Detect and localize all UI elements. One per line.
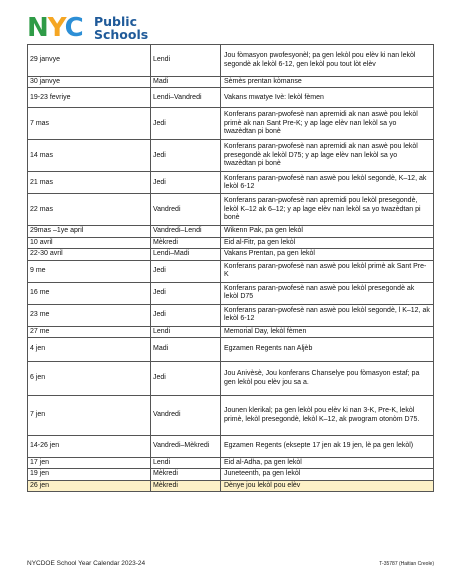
description-cell: Juneteenth, pa gen lekòl [221, 469, 434, 480]
table-row [28, 326, 434, 337]
description-cell: Konferans paran-pwofesè nan aswè pou lekòl segondè, K–12, ak lekòl 6-12 [221, 172, 434, 194]
day-cell: Lendi–Madi [151, 249, 221, 260]
day-cell: Jedi [151, 362, 221, 396]
day-cell: Mèkredi [151, 480, 221, 491]
date-cell: 22 mas [28, 194, 151, 226]
table-row [28, 362, 434, 396]
day-cell: Lendi [151, 45, 221, 77]
date-cell: 26 jen [28, 480, 151, 491]
table-row [28, 77, 434, 88]
table-row [28, 108, 434, 140]
date-cell: 9 me [28, 260, 151, 282]
footer-title: NYCDOE School Year Calendar 2023-24 [27, 560, 146, 567]
day-cell: Jedi [151, 282, 221, 304]
date-cell: 4 jen [28, 338, 151, 362]
description-cell: Sèmès prentan kòmanse [221, 77, 434, 88]
day-cell: Jedi [151, 304, 221, 326]
table-row [28, 469, 434, 480]
description-cell: Eid al-Adha, pa gen lekòl [221, 458, 434, 469]
table-row [28, 45, 434, 77]
date-cell: 16 me [28, 282, 151, 304]
description-cell: Konferans paran-pwofesè nan apremidi ak nan aswè pou lekòl primè ak nan Sant Pre-K; y ap lage elèv nan lekòl sa yo twazèdtan pi bonè [221, 108, 434, 140]
calendar-table [27, 44, 434, 492]
date-cell: 17 jen [28, 458, 151, 469]
table-row [28, 458, 434, 469]
day-cell: Jedi [151, 260, 221, 282]
table-row [28, 282, 434, 304]
date-cell: 27 me [28, 326, 151, 337]
date-cell: 23 me [28, 304, 151, 326]
description-cell: Jounen klerikal; pa gen lekòl pou elèv ki nan 3-K, Pre-K, lekòl primè, lekòl presegondè, lekòl K–12, ak pwogram otonòm D75. [221, 396, 434, 436]
description-cell: Konferans paran-pwofesè nan aswè pou lekòl segondè, l K–12, ak lekòl 6-12 [221, 304, 434, 326]
date-cell: 22-30 avril [28, 249, 151, 260]
table-row [28, 436, 434, 458]
date-cell: 21 mas [28, 172, 151, 194]
table-row [28, 237, 434, 248]
date-cell: 7 jen [28, 396, 151, 436]
table-row [28, 194, 434, 226]
day-cell: Jedi [151, 172, 221, 194]
day-cell: Lendi–Vandredi [151, 88, 221, 108]
table-row [28, 249, 434, 260]
day-cell: Vandredi [151, 396, 221, 436]
description-cell: Egzamen Regents nan Aljèb [221, 338, 434, 362]
date-cell: 30 janvye [28, 77, 151, 88]
table-row [28, 226, 434, 237]
description-cell: Vakans mwatye Ivè: lekòl fèmen [221, 88, 434, 108]
description-cell: Jou Anivèsè, Jou konferans Chanselye pou fòmasyon estaf; pa gen lekòl pou elèv jou sa a. [221, 362, 434, 396]
description-cell: Wikenn Pak, pa gen lekòl [221, 226, 434, 237]
description-cell: Dènye jou lekòl pou elèv [221, 480, 434, 491]
day-cell: Lendi [151, 458, 221, 469]
description-cell: Jou fòmasyon pwofesyonèl; pa gen lekòl pou elèv ki nan lekòl segondè ak lekòl 6-12, gen lekòl pou tout lòt elèv [221, 45, 434, 77]
description-cell: Eid al-Fitr, pa gen lekòl [221, 237, 434, 248]
table-row [28, 172, 434, 194]
table-row [28, 338, 434, 362]
date-cell: 10 avril [28, 237, 151, 248]
day-cell: Vandredi–Lendi [151, 226, 221, 237]
date-cell: 29 janvye [28, 45, 151, 77]
date-cell: 7 mas [28, 108, 151, 140]
date-cell: 6 jen [28, 362, 151, 396]
nyc-public-schools-logo [27, 14, 177, 42]
description-cell: Memorial Day, lekòl fèmen [221, 326, 434, 337]
date-cell: 19 jen [28, 469, 151, 480]
description-cell: Vakans Prentan, pa gen lekòl [221, 249, 434, 260]
table-row [28, 88, 434, 108]
date-cell: 14-26 jen [28, 436, 151, 458]
description-cell: Konferans paran-pwofesè nan apremidi pou lekòl presegondè, lekòl K–12 ak 6–12; y ap lage elèv nan lekòl sa yo twazèdtan pi bonè [221, 194, 434, 226]
table-row [28, 396, 434, 436]
logo-wordmark: Public Schools [94, 14, 149, 42]
table-row [28, 140, 434, 172]
day-cell: Jedi [151, 140, 221, 172]
table-row [28, 260, 434, 282]
day-cell: Vandredi–Mèkredi [151, 436, 221, 458]
day-cell: Lendi [151, 326, 221, 337]
day-cell: Mèkredi [151, 237, 221, 248]
date-cell: 19-23 fevriye [28, 88, 151, 108]
day-cell: Jedi [151, 108, 221, 140]
nyc-logo-mark: NYC [27, 13, 83, 43]
table-row [28, 480, 434, 491]
description-cell: Konferans paran-pwofesè nan aswè pou lekòl primè ak Sant Pre-K [221, 260, 434, 282]
date-cell: 29mas –1ye april [28, 226, 151, 237]
day-cell: Mèkredi [151, 469, 221, 480]
description-cell: Konferans paran-pwofesè nan apremidi ak nan aswè pou lekòl presegondè ak lekòl D75; y ap lage elèv nan lekòl sa yo twazèdtan pi bonè [221, 140, 434, 172]
table-row [28, 304, 434, 326]
footer-doc-code: T-35787 (Haitian Creole) [379, 561, 434, 567]
date-cell: 14 mas [28, 140, 151, 172]
day-cell: Vandredi [151, 194, 221, 226]
day-cell: Madi [151, 338, 221, 362]
description-cell: Konferans paran-pwofesè nan aswè pou lekòl presegondè ak lekòl D75 [221, 282, 434, 304]
day-cell: Madi [151, 77, 221, 88]
description-cell: Egzamen Regents (eksepte 17 jen ak 19 jen, lè pa gen lekòl) [221, 436, 434, 458]
